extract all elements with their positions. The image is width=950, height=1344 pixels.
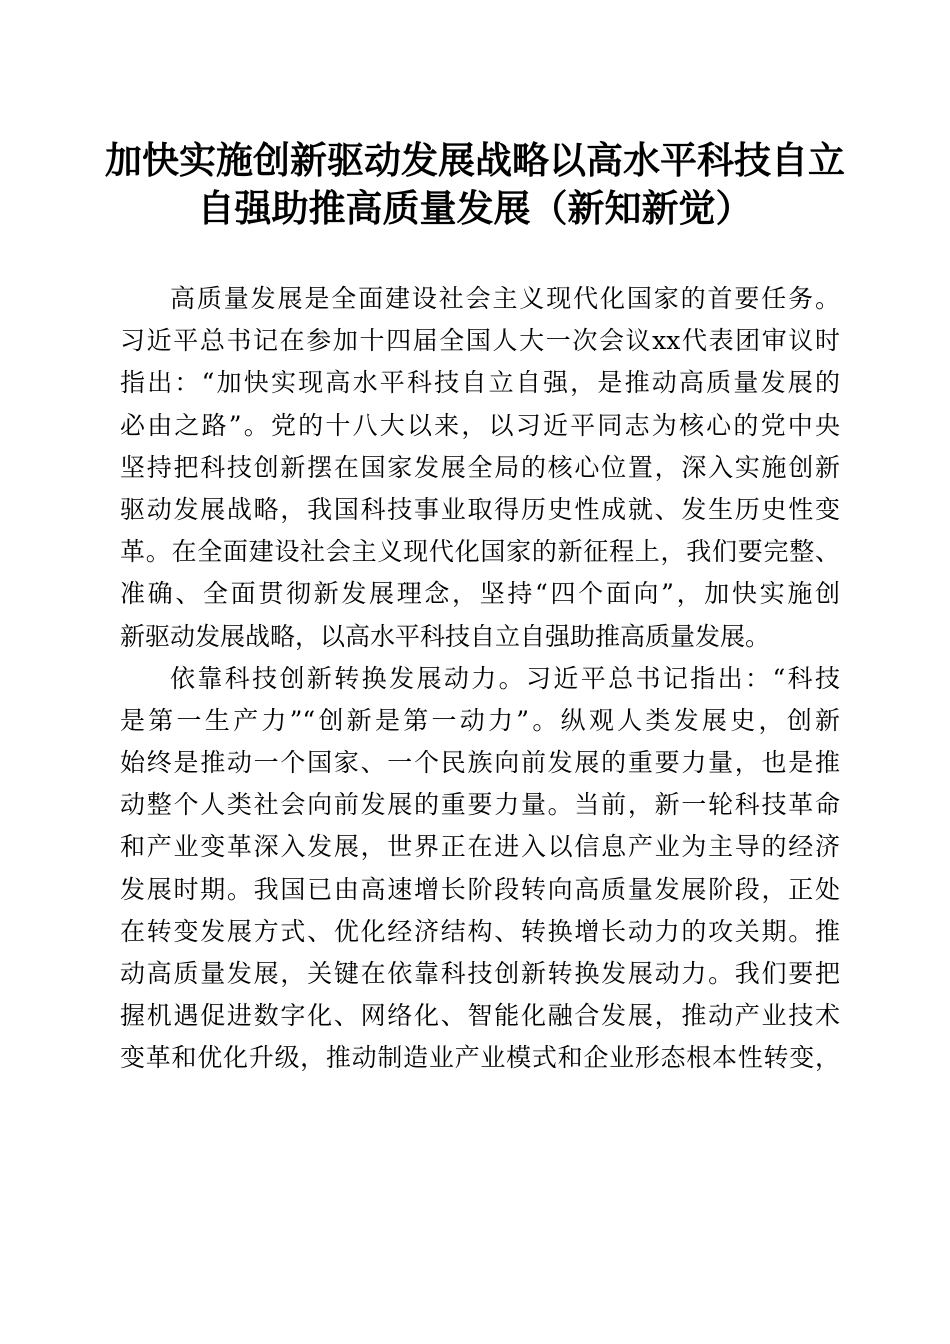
text-line: 握机遇促进数字化、网络化、智能化融合发展，推动产业技术 (120, 1001, 840, 1031)
paragraph (120, 278, 840, 658)
text-line: 动高质量发展，关键在依靠科技创新转换发展动力。我们要把 (120, 959, 840, 988)
text-line: 新驱动发展战略，以高水平科技自立自强助推高质量发展。 (120, 621, 771, 651)
text-line: 动整个人类社会向前发展的重要力量。当前，新一轮科技革命 (120, 790, 840, 820)
text-line: 和产业变革深入发展，世界正在进入以信息产业为主导的经济 (120, 832, 840, 862)
text-line: 指出：“加快实现高水平科技自立自强，是推动高质量发展的 (120, 368, 840, 398)
document-body (120, 278, 840, 1080)
text-line: 革。在全面建设社会主义现代化国家的新征程上，我们要完整、 (120, 537, 840, 567)
paragraph (120, 658, 840, 1080)
text-line: 驱动发展战略，我国科技事业取得历史性成就、发生历史性变 (120, 494, 840, 524)
title-line: 自强助推高质量发展（新知新觉） (197, 186, 753, 230)
text-line: 始终是推动一个国家、一个民族向前发展的重要力量，也是推 (120, 748, 840, 778)
title-line: 加快实施创新驱动发展战略以高水平科技自立 (105, 138, 845, 182)
text-line: 发展时期。我国已由高速增长阶段转向高质量发展阶段，正处 (120, 874, 840, 904)
text-line: 依靠科技创新转换发展动力。习近平总书记指出：“科技 (170, 663, 840, 693)
text-line: 是第一生产力”“创新是第一动力”。纵观人类发展史，创新 (120, 705, 840, 735)
text-line: 坚持把科技创新摆在国家发展全局的核心位置，深入实施创新 (120, 452, 840, 482)
text-line: 准确、全面贯彻新发展理念，坚持“四个面向”，加快实施创 (120, 579, 840, 609)
text-line: 必由之路”。党的十八大以来，以习近平同志为核心的党中央 (120, 410, 840, 440)
text-line: 高质量发展是全面建设社会主义现代化国家的首要任务。 (170, 284, 840, 313)
text-line: 变革和优化升级，推动制造业产业模式和企业形态根本性转变， (120, 1043, 840, 1073)
text-line: 习近平总书记在参加十四届全国人大一次会议xx代表团审议时 (120, 326, 840, 356)
document-title (100, 136, 850, 232)
text-line: 在转变发展方式、优化经济结构、转换增长动力的攻关期。推 (120, 916, 840, 946)
